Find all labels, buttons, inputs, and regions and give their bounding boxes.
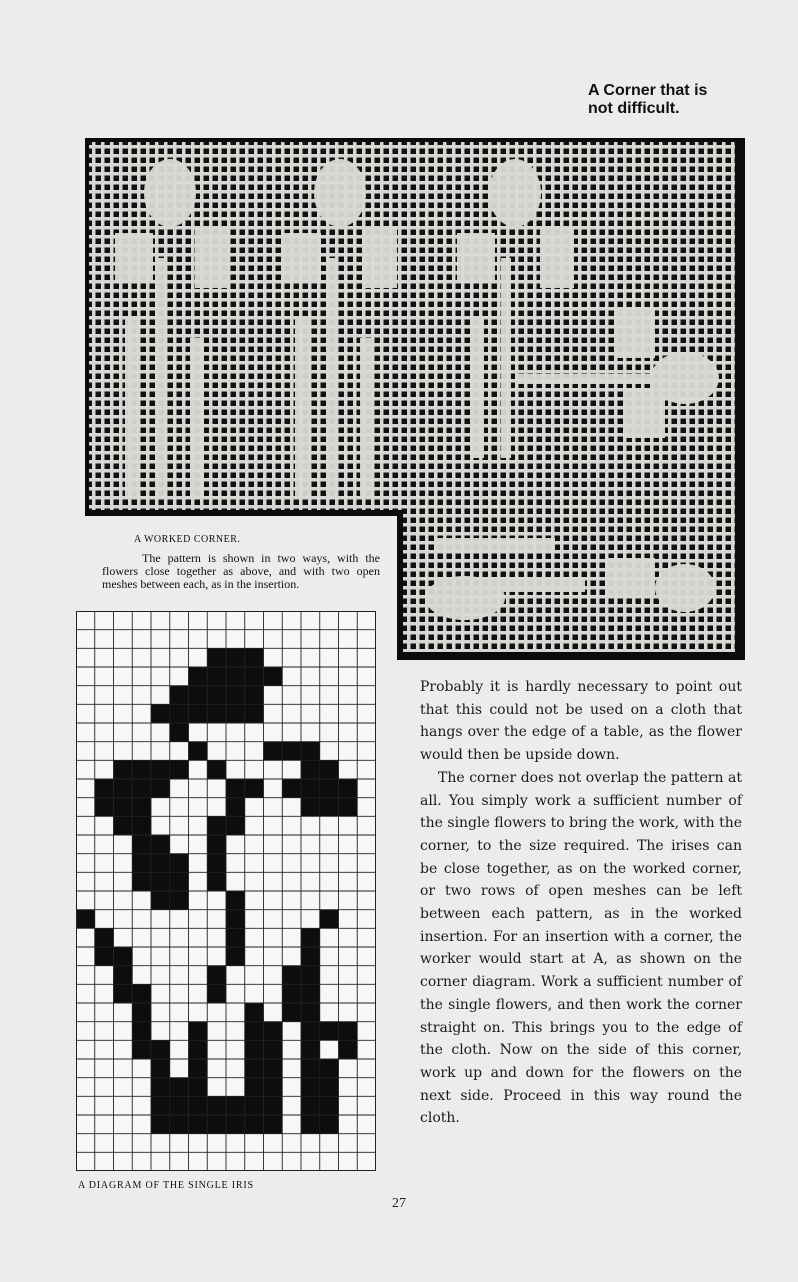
filled-mesh-cell — [264, 1115, 283, 1134]
paragraph-1: Probably it is hardly necessary to point out that this could not be used on a cloth that hangs over the edge of a table, as the flower would then be upside down. — [420, 679, 742, 764]
filled-mesh-cell — [151, 779, 170, 798]
filled-mesh-cell — [320, 1096, 339, 1115]
filled-mesh-cell — [339, 1022, 358, 1041]
filled-mesh-cell — [132, 984, 151, 1003]
filled-mesh-cell — [151, 760, 170, 779]
filled-mesh-cell — [170, 1078, 189, 1097]
filled-mesh-cell — [189, 1022, 208, 1041]
filled-mesh-cell — [132, 779, 151, 798]
filled-mesh-cell — [189, 667, 208, 686]
filled-mesh-cell — [320, 760, 339, 779]
filled-mesh-cell — [301, 1003, 320, 1022]
filled-mesh-cell — [301, 966, 320, 985]
filled-mesh-cell — [132, 760, 151, 779]
filled-mesh-cell — [264, 742, 283, 761]
filled-mesh-cell — [301, 1115, 320, 1134]
article-text — [420, 676, 742, 1130]
paragraph-2: The corner does not overlap the pattern at all. You simply work a sufficient number of the single flowers to bring the work, with the corner, to the size required. The irises can be close together, as on the worked corner, or two rows of open meshes can be left between each pattern, as in the worked insertion. For an insertion with a corner, the worker would start at A, as shown on the corner diagram. Work a sufficient number of the single flowers, and then work the corner straight on. This brings you to the edge of the cloth. Now on the side of this corner, work up and down for the flowers on the next side. Proceed in this way round the cloth. — [420, 769, 743, 1127]
filled-mesh-cell — [132, 798, 151, 817]
filled-mesh-cell — [245, 648, 264, 667]
filled-mesh-cell — [132, 854, 151, 873]
filled-mesh-cell — [282, 779, 301, 798]
filled-mesh-cell — [207, 984, 226, 1003]
filled-mesh-cell — [132, 1003, 151, 1022]
filled-mesh-cell — [301, 947, 320, 966]
filled-mesh-cell — [132, 1040, 151, 1059]
filled-mesh-cell — [114, 966, 133, 985]
filled-mesh-cell — [282, 984, 301, 1003]
filled-mesh-cell — [320, 1078, 339, 1097]
filled-mesh-cell — [132, 816, 151, 835]
filled-mesh-cell — [95, 798, 114, 817]
filled-mesh-cell — [226, 910, 245, 929]
filled-mesh-cell — [226, 947, 245, 966]
filled-mesh-cell — [114, 779, 133, 798]
page-number: 27 — [392, 1196, 406, 1211]
filled-mesh-cell — [207, 704, 226, 723]
filled-mesh-cell — [207, 816, 226, 835]
diagram-caption: A DIAGRAM OF THE SINGLE IRIS — [78, 1180, 254, 1191]
filled-mesh-cell — [189, 686, 208, 705]
filled-mesh-cell — [151, 835, 170, 854]
filled-mesh-cell — [189, 1096, 208, 1115]
filled-mesh-cell — [170, 723, 189, 742]
filled-mesh-cell — [245, 779, 264, 798]
filled-mesh-cell — [320, 1059, 339, 1078]
filled-mesh-cell — [114, 760, 133, 779]
filled-mesh-cell — [151, 1078, 170, 1097]
filled-mesh-cell — [226, 1096, 245, 1115]
filled-mesh-cell — [170, 1096, 189, 1115]
filled-mesh-cell — [132, 872, 151, 891]
filled-mesh-cell — [245, 1040, 264, 1059]
filled-mesh-cell — [151, 1115, 170, 1134]
filled-mesh-cell — [207, 966, 226, 985]
filled-mesh-cell — [301, 1059, 320, 1078]
filled-mesh-cell — [207, 1096, 226, 1115]
filled-mesh-cell — [301, 928, 320, 947]
filled-mesh-cell — [76, 910, 95, 929]
filled-mesh-cell — [170, 1115, 189, 1134]
photo-caption-title: A WORKED CORNER. — [134, 534, 241, 545]
filled-mesh-cell — [245, 1003, 264, 1022]
filled-mesh-cell — [170, 872, 189, 891]
filled-mesh-cell — [301, 1078, 320, 1097]
filled-mesh-cell — [151, 891, 170, 910]
filled-mesh-cell — [320, 1115, 339, 1134]
filled-mesh-cell — [95, 947, 114, 966]
filled-mesh-cell — [301, 984, 320, 1003]
filled-mesh-cell — [226, 779, 245, 798]
heading-line-1: A Corner that is — [588, 82, 708, 99]
photo-caption — [102, 533, 380, 591]
filled-mesh-cell — [301, 798, 320, 817]
filled-mesh-cell — [245, 1115, 264, 1134]
filled-mesh-cell — [264, 1096, 283, 1115]
filled-mesh-cell — [339, 779, 358, 798]
filled-mesh-cell — [301, 1022, 320, 1041]
filled-mesh-cell — [114, 984, 133, 1003]
filled-mesh-cell — [207, 835, 226, 854]
filled-mesh-cell — [245, 1078, 264, 1097]
filled-mesh-cell — [132, 835, 151, 854]
filled-mesh-cell — [189, 1078, 208, 1097]
heading-line-2: not difficult. — [588, 100, 680, 117]
filled-mesh-cell — [151, 704, 170, 723]
filled-mesh-cell — [132, 1022, 151, 1041]
filled-mesh-cell — [170, 704, 189, 723]
filled-mesh-cell — [207, 1115, 226, 1134]
filled-mesh-cell — [151, 1059, 170, 1078]
filled-mesh-cell — [301, 760, 320, 779]
filled-mesh-cell — [226, 928, 245, 947]
filled-mesh-cell — [245, 667, 264, 686]
filled-mesh-cell — [245, 1059, 264, 1078]
section-heading — [588, 82, 758, 118]
filled-mesh-cell — [114, 798, 133, 817]
filled-mesh-cell — [264, 1059, 283, 1078]
filled-mesh-cell — [189, 1059, 208, 1078]
filled-mesh-cell — [207, 854, 226, 873]
iris-chart-diagram — [76, 611, 376, 1171]
filled-mesh-cell — [301, 1040, 320, 1059]
filled-mesh-cell — [151, 1096, 170, 1115]
filled-mesh-cell — [245, 686, 264, 705]
filled-mesh-cell — [95, 928, 114, 947]
filled-mesh-cell — [320, 779, 339, 798]
filled-mesh-cell — [226, 891, 245, 910]
filled-mesh-cell — [320, 798, 339, 817]
filled-mesh-cell — [226, 704, 245, 723]
filled-mesh-cell — [282, 966, 301, 985]
filled-mesh-cell — [226, 816, 245, 835]
filled-mesh-cell — [189, 1040, 208, 1059]
filled-mesh-cell — [226, 648, 245, 667]
filled-mesh-cell — [170, 891, 189, 910]
filled-mesh-cell — [264, 1040, 283, 1059]
filled-mesh-cell — [189, 704, 208, 723]
filled-mesh-cell — [226, 1115, 245, 1134]
filled-mesh-cell — [170, 686, 189, 705]
filled-mesh-cell — [207, 760, 226, 779]
filled-mesh-cell — [339, 798, 358, 817]
filled-mesh-cell — [301, 1096, 320, 1115]
filled-mesh-cell — [114, 947, 133, 966]
filled-mesh-cell — [245, 704, 264, 723]
filled-mesh-cell — [226, 667, 245, 686]
filled-mesh-cell — [301, 779, 320, 798]
filled-mesh-cell — [282, 1003, 301, 1022]
filled-mesh-cell — [282, 742, 301, 761]
filled-mesh-cell — [207, 648, 226, 667]
filled-mesh-cell — [170, 854, 189, 873]
photo-caption-body: The pattern is shown in two ways, with the flowers close together as above, and with two open meshes between each, as in the insertion. — [102, 551, 380, 591]
filled-mesh-cell — [245, 1096, 264, 1115]
filled-mesh-cell — [151, 872, 170, 891]
filled-mesh-cell — [264, 1078, 283, 1097]
filled-mesh-cell — [170, 760, 189, 779]
filled-mesh-cell — [320, 1022, 339, 1041]
filled-mesh-cell — [95, 779, 114, 798]
filled-mesh-cell — [264, 1022, 283, 1041]
filled-mesh-cell — [301, 742, 320, 761]
filled-mesh-cell — [151, 854, 170, 873]
filled-mesh-cell — [189, 1115, 208, 1134]
filled-mesh-cell — [189, 742, 208, 761]
filled-mesh-cell — [226, 686, 245, 705]
filled-mesh-cell — [226, 798, 245, 817]
filled-mesh-cell — [207, 667, 226, 686]
filled-mesh-cell — [207, 872, 226, 891]
filled-mesh-cell — [207, 686, 226, 705]
filled-mesh-cell — [320, 910, 339, 929]
filled-mesh-cell — [114, 816, 133, 835]
filled-mesh-cell — [151, 1040, 170, 1059]
filled-mesh-cell — [339, 1040, 358, 1059]
filled-mesh-cell — [264, 667, 283, 686]
filled-mesh-cell — [245, 1022, 264, 1041]
